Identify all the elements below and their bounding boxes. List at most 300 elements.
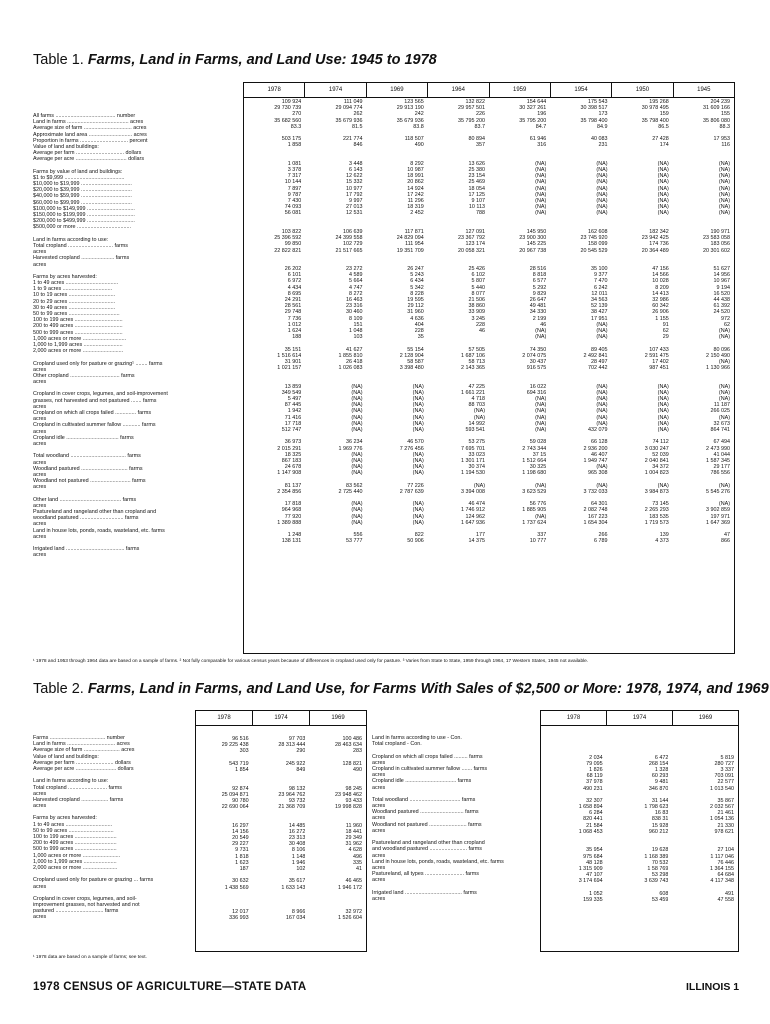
table-cell: 6 284 bbox=[589, 810, 603, 817]
table-cell: 4 636 bbox=[410, 315, 424, 322]
row-label: and woodland pastured ......................... farms bbox=[372, 846, 482, 853]
table-cell: (NA) bbox=[412, 414, 424, 421]
table-cell: 270 bbox=[292, 111, 302, 118]
table-cell: 29 227 bbox=[232, 841, 249, 848]
table-cell: (NA) bbox=[412, 451, 424, 458]
table-cell: 27 104 bbox=[717, 847, 735, 854]
row-label: Value of land and buildings: bbox=[33, 143, 99, 150]
table-cell: 66 128 bbox=[591, 439, 608, 446]
table2-title bbox=[33, 681, 769, 697]
table-cell: (NA) bbox=[412, 470, 424, 477]
table-cell: 159 bbox=[659, 111, 669, 118]
table-cell: 14 485 bbox=[288, 822, 306, 829]
table-cell: 1 946 172 bbox=[338, 884, 363, 891]
table-cell: 29 bbox=[662, 334, 669, 341]
table-cell: 5 440 bbox=[471, 284, 485, 291]
table-cell: 41 044 bbox=[713, 451, 730, 458]
table-cell: (NA) bbox=[596, 482, 608, 489]
row-label: 200 to 499 acres ................................ bbox=[33, 323, 123, 330]
table-cell: (NA) bbox=[718, 210, 730, 217]
table-cell: 838 31 bbox=[651, 816, 669, 823]
table1-grid bbox=[243, 82, 735, 654]
table-cell: 109 924 bbox=[281, 99, 302, 105]
table-cell: (NA) bbox=[596, 185, 608, 192]
table1-values bbox=[244, 98, 734, 545]
table-cell: 221 774 bbox=[343, 136, 363, 143]
table-cell: (NA) bbox=[351, 396, 363, 402]
table-cell: 2 743 344 bbox=[522, 445, 547, 452]
table-cell: 190 971 bbox=[710, 228, 730, 235]
row-label: 100 to 199 acres ................................ bbox=[33, 317, 123, 324]
table-cell: 123 565 bbox=[404, 99, 424, 105]
table-cell: 280 727 bbox=[714, 760, 735, 767]
year-header: 1964 bbox=[427, 83, 488, 97]
table-cell: (NA) bbox=[412, 408, 424, 415]
row-label: acres bbox=[372, 803, 386, 810]
table-cell: 59 028 bbox=[529, 439, 547, 446]
table1-heading: Farms, Land in Farms, and Land Use: 1945 to 1978 bbox=[87, 52, 437, 68]
table-cell: 972 bbox=[721, 315, 730, 322]
table-cell: (NA) bbox=[412, 402, 424, 409]
row-label: Cropland on which all crops failed .............. farms bbox=[33, 410, 152, 416]
row-label: 500 to 999 acres ............................ bbox=[33, 846, 117, 853]
table-cell: (NA) bbox=[535, 513, 547, 520]
year-header: 1950 bbox=[611, 83, 672, 97]
table-cell: 8 272 bbox=[349, 290, 363, 297]
row-label: acres bbox=[33, 502, 47, 509]
table-cell: 35 795 200 bbox=[519, 117, 547, 124]
table-cell: (NA) bbox=[596, 204, 608, 211]
table-cell: 23 745 920 bbox=[580, 235, 608, 242]
table-cell: 18 991 bbox=[407, 173, 424, 180]
table-cell: 97 703 bbox=[288, 736, 306, 742]
table-cell: (NA) bbox=[718, 396, 730, 402]
row-label: Average per acre ........................... dollars bbox=[33, 765, 134, 772]
table-cell: 29 349 bbox=[345, 835, 363, 841]
table-cell: 35 806 080 bbox=[703, 117, 730, 124]
table-cell: 26 247 bbox=[407, 266, 424, 273]
table-cell: 19 628 bbox=[651, 847, 669, 854]
table-cell: 183 535 bbox=[649, 513, 669, 520]
table-cell: 16 463 bbox=[346, 297, 363, 303]
table-cell: 58 587 bbox=[407, 358, 424, 365]
table-cell: 88 703 bbox=[468, 402, 485, 409]
table-cell: 10 144 bbox=[284, 179, 302, 186]
table2-left-year-header bbox=[196, 711, 366, 726]
table-cell: 118 507 bbox=[404, 136, 424, 143]
table-cell: 20 967 738 bbox=[519, 247, 547, 254]
table-cell: 978 621 bbox=[714, 828, 735, 835]
table-cell: (NA) bbox=[535, 191, 547, 198]
row-label: grasses, not harvested and not pastured ....... farms bbox=[33, 397, 157, 404]
table-cell: 8 695 bbox=[287, 290, 302, 297]
row-label: acres bbox=[33, 261, 47, 268]
table-cell: (NA) bbox=[535, 334, 547, 341]
row-label: 200 to 499 acres ............................ bbox=[33, 840, 117, 847]
table-cell: 24 399 558 bbox=[335, 235, 363, 242]
year-header: 1974 bbox=[606, 711, 672, 725]
table-cell: 703 091 bbox=[714, 773, 735, 780]
table-cell: 103 bbox=[353, 334, 363, 341]
table-cell: 111 954 bbox=[405, 241, 424, 248]
table2-left-values bbox=[196, 726, 366, 922]
table-cell: (NA) bbox=[718, 334, 730, 341]
table2-right-year-header bbox=[541, 711, 738, 726]
row-label: $20,000 to $39,999 .................................. bbox=[33, 187, 132, 194]
table-cell: 4 747 bbox=[349, 284, 363, 291]
table-cell: 91 bbox=[662, 321, 669, 328]
table-cell: 27 428 bbox=[652, 136, 669, 143]
table1-footnote: ¹ 1978 and 1953 through 1964 data are based on a sample of farms. ² Not fully comparable for various census years because of differences in cropland used only for pasture. ³ Varies from State to State, 1959 through 1964, 17 Western States, 1945 not available. bbox=[33, 659, 589, 664]
table-cell: (NA) bbox=[535, 210, 547, 217]
table-cell: 145 950 bbox=[526, 228, 547, 235]
row-label: acres bbox=[33, 379, 47, 386]
table-cell: 19 595 bbox=[407, 297, 424, 303]
table-cell: (NA) bbox=[535, 482, 547, 489]
table-cell: (NA) bbox=[596, 396, 608, 402]
table-cell: 56 776 bbox=[529, 501, 547, 508]
table-cell: 1 818 bbox=[235, 853, 249, 860]
table-cell: 17 718 bbox=[284, 420, 302, 427]
table-cell: 15 332 bbox=[346, 179, 363, 186]
table-cell: 1 624 bbox=[287, 327, 302, 334]
table-cell: 17 951 bbox=[591, 315, 608, 322]
row-label: Value of land and buildings: bbox=[33, 753, 99, 760]
table-cell: (NA) bbox=[596, 464, 608, 471]
table-cell: (NA) bbox=[657, 408, 669, 415]
year-header: 1978 bbox=[217, 715, 231, 721]
table-cell: 2 936 200 bbox=[583, 445, 608, 452]
table2-left-row-labels bbox=[33, 735, 193, 921]
table-cell: 60 342 bbox=[652, 303, 669, 310]
table-cell: 6 434 bbox=[410, 278, 424, 285]
table-cell: 29 225 438 bbox=[221, 742, 249, 749]
table-cell: 16 83 bbox=[654, 810, 669, 817]
table-cell: 1 969 776 bbox=[338, 445, 363, 452]
table-cell: 245 922 bbox=[285, 760, 306, 767]
table-cell: 21 330 bbox=[717, 822, 735, 829]
table-cell: 2 143 365 bbox=[461, 365, 485, 372]
table-cell: 29 177 bbox=[713, 464, 730, 471]
table-cell: 13 859 bbox=[284, 383, 302, 390]
table-cell: 46 bbox=[540, 321, 547, 328]
table-cell: 103 822 bbox=[281, 228, 302, 235]
row-label: 1 to 49 acres ................................... bbox=[33, 280, 119, 287]
table-cell: 1 052 bbox=[589, 890, 603, 897]
table-cell: 262 bbox=[353, 111, 363, 118]
table-cell: 151 bbox=[353, 321, 363, 328]
value-column bbox=[309, 736, 366, 922]
table-cell: 22 822 821 bbox=[274, 247, 302, 254]
table-cell: 73 145 bbox=[652, 501, 669, 508]
table-cell: 2 452 bbox=[410, 210, 424, 217]
table-cell: 35 617 bbox=[288, 878, 306, 885]
table-cell: 5 545 276 bbox=[706, 488, 730, 495]
table-cell: 22 577 bbox=[717, 779, 735, 786]
table-cell: 34 330 bbox=[529, 309, 547, 316]
table-cell: 155 bbox=[721, 111, 730, 118]
table-cell: 1 512 664 bbox=[522, 457, 547, 464]
table-cell: 88.3 bbox=[719, 123, 730, 130]
table-cell: 74 112 bbox=[652, 439, 669, 446]
table-cell: 47 558 bbox=[717, 896, 735, 903]
table-cell: 3 984 873 bbox=[644, 488, 669, 495]
row-label: acres bbox=[372, 759, 386, 766]
table-cell: 92 874 bbox=[232, 785, 249, 792]
table-cell: 846 bbox=[353, 142, 363, 149]
table-cell: 593 541 bbox=[465, 426, 485, 433]
table-cell: 7 470 bbox=[594, 278, 608, 285]
table-cell: 9 107 bbox=[471, 198, 485, 204]
table-cell: (NA) bbox=[535, 414, 547, 421]
row-label: Farms ..................................... number bbox=[33, 735, 125, 741]
table-cell: 138 131 bbox=[281, 538, 302, 545]
table-cell: 17 792 bbox=[346, 191, 363, 198]
table-cell: (NA) bbox=[412, 519, 424, 526]
value-column bbox=[541, 736, 607, 903]
row-label: $150,000 to $199,999 ................................ bbox=[33, 212, 135, 218]
table-cell: (NA) bbox=[535, 396, 547, 402]
table-cell: 47 156 bbox=[652, 266, 669, 273]
row-label: Cropland in cover crops, legumes, and soil-improvement bbox=[33, 391, 168, 398]
table-cell: (NA) bbox=[596, 408, 608, 415]
table-cell: (NA) bbox=[596, 321, 608, 328]
table-cell: 23 942 425 bbox=[641, 235, 669, 242]
table-cell: 2 199 bbox=[532, 315, 547, 322]
table-cell: 849 bbox=[296, 766, 306, 773]
table-cell: 93 433 bbox=[345, 797, 363, 804]
table-cell: 16 272 bbox=[288, 828, 306, 835]
table-cell: 128 821 bbox=[342, 760, 363, 767]
table-cell: 6 102 bbox=[471, 272, 485, 279]
table-cell: 266 bbox=[598, 532, 608, 539]
table-cell: 1 687 106 bbox=[461, 352, 485, 359]
table-cell: 83.8 bbox=[413, 123, 424, 130]
table-cell: 47 107 bbox=[586, 872, 603, 879]
table-cell: 8 966 bbox=[291, 909, 306, 916]
table-cell: 80 894 bbox=[468, 136, 485, 143]
table-cell: 2 040 841 bbox=[644, 457, 669, 464]
table-cell: 7 695 701 bbox=[461, 445, 485, 452]
table-cell: (NA) bbox=[351, 513, 363, 520]
table-cell: 1 328 bbox=[654, 766, 669, 773]
table-cell: 24 829 094 bbox=[396, 235, 424, 242]
table-cell: 174 736 bbox=[649, 241, 669, 248]
row-label: acres bbox=[33, 416, 47, 423]
year-header: 1974 bbox=[252, 711, 309, 725]
table-cell: 84.7 bbox=[535, 123, 547, 130]
table-cell: 188 bbox=[292, 334, 302, 341]
table-cell: (NA) bbox=[351, 402, 363, 409]
row-label: Land in house lots, ponds, roads, wasteland, etc. farms bbox=[33, 527, 165, 534]
table-cell: 195 268 bbox=[649, 99, 669, 105]
table-cell: 34 372 bbox=[652, 464, 669, 471]
table-cell: 786 556 bbox=[710, 470, 730, 477]
table-cell: 123 174 bbox=[465, 241, 485, 248]
table-cell: 84.9 bbox=[597, 123, 608, 130]
table-cell: 23 272 bbox=[346, 266, 363, 273]
table-cell: 21 506 bbox=[468, 297, 485, 303]
row-label: Farms by acres harvested: bbox=[33, 815, 97, 822]
table2-heading: Farms, Land in Farms, and Land Use, for Farms With Sales of $2,500 or More: 1978, 1974, and 1969 bbox=[87, 681, 769, 697]
table-cell: 14 156 bbox=[232, 828, 249, 835]
table-cell: 820 441 bbox=[583, 816, 603, 823]
table-cell: 4 373 bbox=[655, 538, 669, 545]
value-column bbox=[244, 99, 305, 545]
table-cell: 5 819 bbox=[720, 754, 735, 761]
table-cell: 30 408 bbox=[288, 841, 306, 848]
table-cell: 64 301 bbox=[591, 501, 608, 508]
table-cell: 1 026 083 bbox=[338, 365, 363, 372]
table-cell: 90 780 bbox=[232, 797, 249, 804]
table-cell: 14 956 bbox=[713, 272, 730, 279]
table-cell: (NA) bbox=[657, 426, 669, 433]
table-cell: 349 549 bbox=[281, 389, 302, 396]
table-cell: 3 378 bbox=[287, 167, 302, 174]
table-cell: (NA) bbox=[535, 160, 547, 167]
row-label: Harvested cropland ...................... farms bbox=[33, 255, 130, 262]
table-cell: 1 389 888 bbox=[277, 519, 302, 526]
table-cell: 11 296 bbox=[407, 198, 424, 204]
table1-stub bbox=[33, 98, 243, 559]
table-cell: 49 481 bbox=[529, 303, 547, 310]
table-cell: 58 713 bbox=[468, 358, 485, 365]
table-cell: (NA) bbox=[351, 414, 363, 421]
table-cell: 1 516 614 bbox=[277, 352, 302, 359]
table-cell: 35 867 bbox=[717, 797, 735, 804]
row-label: Total cropland .......................... farms bbox=[33, 784, 122, 791]
row-label: 1 to 49 acres ............................... bbox=[33, 821, 113, 828]
table-cell: (NA) bbox=[473, 482, 485, 489]
table-cell: 139 bbox=[659, 532, 669, 539]
page-footer-state: ILLINOIS 1 bbox=[686, 981, 740, 993]
table-cell: 18 054 bbox=[468, 185, 485, 192]
table-cell: 964 968 bbox=[281, 507, 302, 514]
table-cell: 61 392 bbox=[713, 303, 730, 310]
table-cell: 17 402 bbox=[652, 358, 669, 365]
row-label: acres bbox=[33, 883, 47, 890]
table-cell: (NA) bbox=[596, 389, 608, 396]
table-cell: 31 962 bbox=[345, 841, 363, 848]
table-cell: (NA) bbox=[351, 507, 363, 514]
table-cell: 2 591 475 bbox=[644, 352, 669, 359]
table-cell: 18 325 bbox=[284, 451, 302, 458]
table-cell: 19 351 709 bbox=[396, 247, 424, 254]
table-cell: (NA) bbox=[535, 420, 547, 427]
table-cell: (NA) bbox=[412, 457, 424, 464]
table-cell: 62 bbox=[662, 327, 669, 334]
table-cell: 196 bbox=[537, 111, 547, 118]
table-cell: (NA) bbox=[718, 383, 730, 390]
table-cell: (NA) bbox=[596, 334, 608, 341]
table-cell: 9 731 bbox=[235, 847, 249, 854]
table-cell: 3 398 480 bbox=[399, 365, 424, 372]
table-cell: (NA) bbox=[657, 173, 669, 180]
table-cell: 25 426 bbox=[468, 266, 485, 273]
year-header: 1954 bbox=[550, 83, 611, 97]
table-cell: 6 242 bbox=[594, 284, 608, 291]
row-label: 2,000 acres or more ....................... bbox=[33, 864, 118, 871]
table-cell: 98 132 bbox=[288, 785, 306, 792]
table-cell: 81 137 bbox=[284, 482, 302, 489]
table-cell: 182 342 bbox=[649, 228, 669, 235]
table-cell: 1 526 604 bbox=[338, 915, 363, 922]
table-cell: (NA) bbox=[535, 185, 547, 192]
row-label: acres bbox=[372, 815, 386, 822]
table-cell: 12 622 bbox=[346, 173, 363, 180]
table-cell: (NA) bbox=[596, 414, 608, 421]
table-cell: (NA) bbox=[535, 198, 547, 204]
table-cell: 2 074 075 bbox=[522, 352, 547, 359]
year-header: 1974 bbox=[304, 83, 365, 97]
row-label: Cropland in cover crops, legumes, and soil- bbox=[33, 895, 137, 902]
table-cell: 35 bbox=[417, 334, 424, 341]
table-cell: 16 022 bbox=[529, 383, 547, 390]
table-cell: (NA) bbox=[412, 464, 424, 471]
table-cell: 98 245 bbox=[345, 785, 363, 792]
table-cell: (NA) bbox=[596, 173, 608, 180]
table-cell: 32 986 bbox=[652, 297, 669, 303]
table-cell: 266 025 bbox=[710, 408, 730, 415]
table-cell: 6 972 bbox=[287, 278, 302, 285]
table-cell: 197 971 bbox=[710, 513, 730, 520]
table-cell: 21 368 709 bbox=[278, 804, 306, 811]
table-cell: 22 690 064 bbox=[221, 804, 249, 811]
table-cell: 556 bbox=[353, 532, 363, 539]
table-cell: (NA) bbox=[718, 191, 730, 198]
table-cell: 64 684 bbox=[717, 872, 735, 879]
row-label: acres bbox=[33, 803, 47, 810]
table-cell: 10 987 bbox=[407, 167, 424, 174]
row-label: Woodland not pastured ........................... farms bbox=[33, 478, 146, 485]
table-cell: 83.3 bbox=[290, 123, 302, 130]
row-label: Land in farms according to use: bbox=[33, 236, 109, 243]
row-label: 1 to 9 acres ................................. bbox=[33, 286, 113, 293]
table-cell: 25 094 871 bbox=[221, 791, 249, 798]
row-label: 50 to 99 acres .............................. bbox=[33, 827, 114, 834]
row-label: woodland pastured ............................. farms bbox=[33, 515, 139, 522]
table-cell: 25 396 592 bbox=[274, 235, 302, 242]
table-cell: (NA) bbox=[596, 420, 608, 427]
table-cell: 87 445 bbox=[284, 402, 302, 409]
page-footer-title: 1978 CENSUS OF AGRICULTURE—STATE DATA bbox=[33, 981, 307, 993]
table-cell: (NA) bbox=[351, 383, 363, 390]
table-cell: 9 377 bbox=[594, 272, 608, 279]
table-cell: 20 549 bbox=[232, 835, 249, 841]
table-cell: (NA) bbox=[657, 482, 669, 489]
table2-right-values bbox=[541, 726, 738, 903]
table-cell: 5 342 bbox=[410, 284, 424, 291]
table-cell: 7 276 456 bbox=[399, 445, 424, 452]
row-label: acres bbox=[33, 249, 47, 256]
table-cell: 490 bbox=[353, 766, 363, 773]
table-cell: 512 747 bbox=[281, 426, 302, 433]
table-cell: 24 678 bbox=[284, 464, 302, 471]
table-cell: 3 030 247 bbox=[644, 445, 669, 452]
table1-title bbox=[33, 52, 437, 68]
row-label: Cropland in cultivated summer fallow ....... farms bbox=[372, 765, 488, 772]
table-cell: 2 265 293 bbox=[644, 507, 669, 514]
table-cell: 34 563 bbox=[591, 297, 608, 303]
table-cell: 96 516 bbox=[232, 736, 249, 742]
table-cell: 7 897 bbox=[287, 185, 302, 192]
table-cell: 41 627 bbox=[346, 346, 363, 353]
row-label: Average per farm ................................ dollars bbox=[33, 150, 142, 157]
table-cell: 77 226 bbox=[407, 482, 424, 489]
table-cell: 9 997 bbox=[349, 198, 363, 204]
table-cell: 20 058 321 bbox=[458, 247, 485, 254]
table-cell: 31 960 bbox=[407, 309, 424, 316]
